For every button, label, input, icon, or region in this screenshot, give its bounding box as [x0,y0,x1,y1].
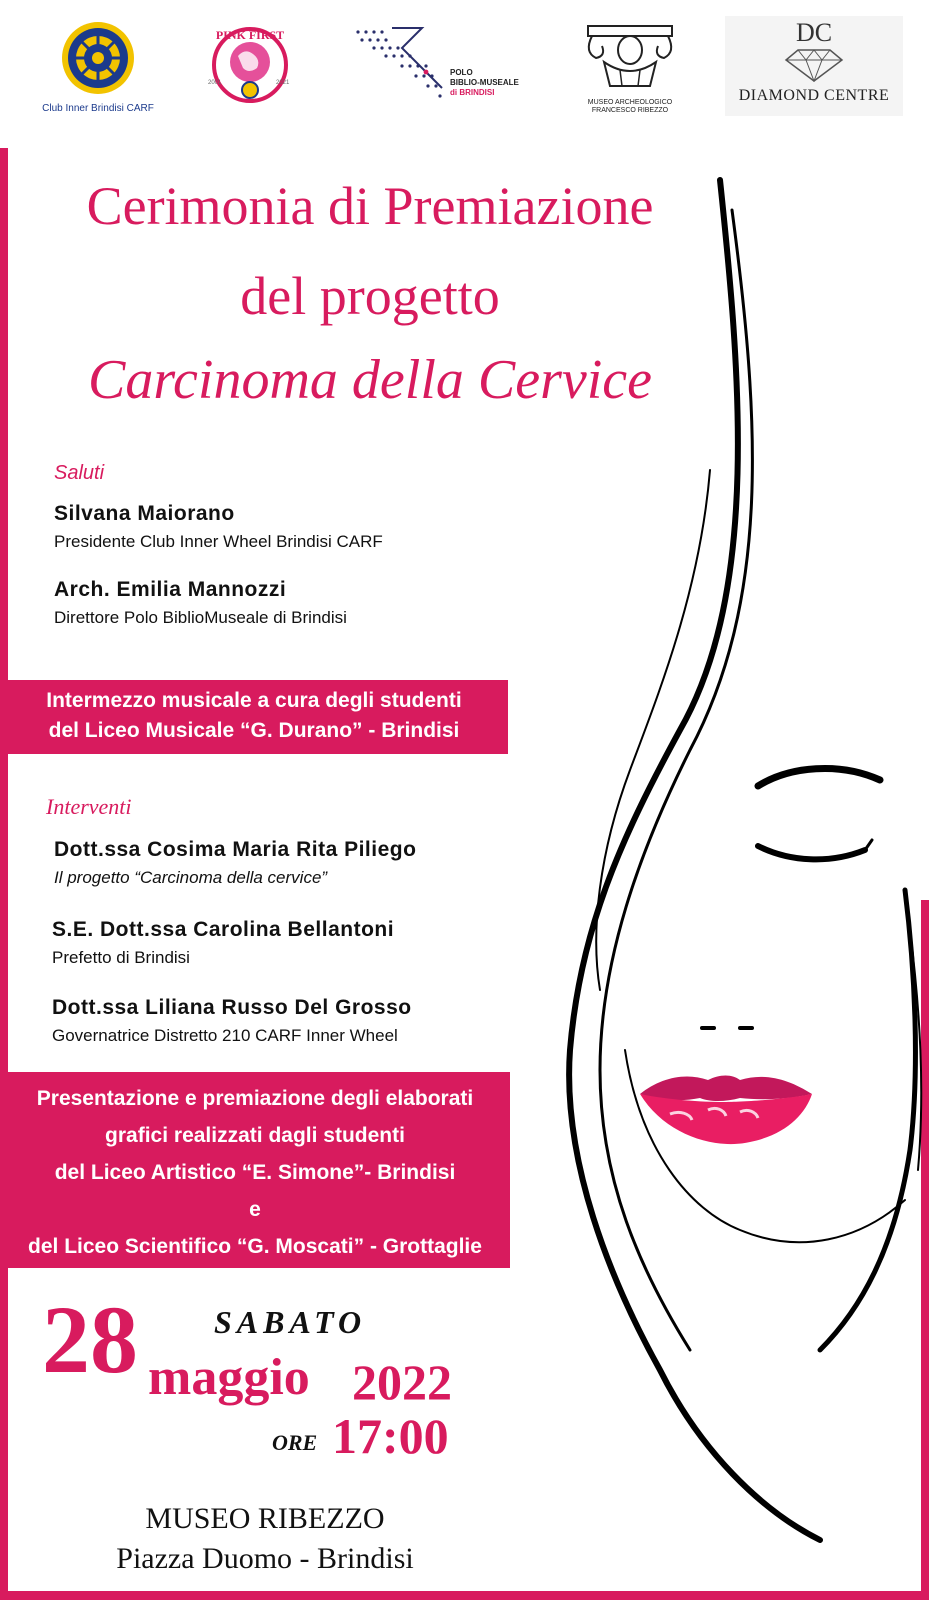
interventi-person-1 [54,838,416,888]
diamond-monogram: DC [795,18,833,47]
saluti-person-1-role: Presidente Club Inner Wheel Brindisi CARF [54,532,383,551]
pink-first-label: PINK FIRST [215,28,285,42]
pink-first-year-end: 2021 [276,80,290,86]
event-time-label: ORE [272,1430,318,1455]
polo-biblio-museale-logo [352,24,532,104]
interventi-person-3-role: Governatrice Distretto 210 CARF Inner Wheel [52,1026,398,1045]
title-line3: Carcinoma della Cervice [87,349,653,411]
title-line1: Cerimonia di Premiazione [86,176,654,236]
saluti-person-1 [54,502,383,552]
saluti-person-2-name: Arch. Emilia Mannozzi [54,578,287,601]
interventi-person-2-name: S.E. Dott.ssa Carolina Bellantoni [52,918,395,941]
inner-wheel-caption: Club Inner Brindisi CARF [42,103,154,114]
intermezzo-band [0,680,508,754]
presentazione-line1: Presentazione e premiazione degli elaborati [36,1087,474,1110]
polo-biblio-museale-logo-icon [352,24,462,104]
museo-logo [575,22,685,115]
interventi-person-1-name: Dott.ssa Cosima Maria Rita Piliego [54,838,417,861]
inner-wheel-logo [28,20,168,114]
diamond-icon [784,48,844,82]
museo-caption [575,99,685,115]
presentazione-line2: grafici realizzati dagli studenti [105,1124,405,1147]
intermezzo-line2: del Liceo Musicale “G. Durano” - Brindisi [48,719,460,742]
polo-caption-line1: POLO [450,68,473,77]
lips [640,1076,812,1145]
interventi-person-2 [52,918,394,968]
presentazione-line3: del Liceo Artistico “E. Simone”- Brindisi [54,1161,456,1184]
pink-first-year-start: 2001 [208,80,222,86]
inner-wheel-logo-icon [60,20,136,96]
museo-capital-logo-icon [580,22,680,94]
pink-first-logo [200,20,300,111]
saluti-person-2 [54,578,347,628]
presentazione-line5: del Liceo Scientifico “G. Moscati” - Grottaglie [28,1235,482,1258]
polo-caption-line3: di BRINDISI [450,88,495,97]
event-month: maggio [148,1349,310,1406]
saluti-label: Saluti [54,462,105,484]
event-weekday: SABATO [214,1304,367,1340]
intermezzo-line1: Intermezzo musicale a cura degli studenti [46,689,462,712]
museo-caption-line2: FRANCESCO RIBEZZO [591,107,669,114]
museo-caption-line1: MUSEO ARCHEOLOGICO [587,99,673,106]
saluti-person-1-name: Silvana Maiorano [54,502,235,525]
polo-caption [450,68,519,98]
diamond-centre-logo [725,16,903,116]
title-line2: del progetto [240,266,500,326]
presentazione-band [0,1072,510,1268]
polo-caption-line2: BIBLIO-MUSEALE [450,78,519,87]
presentazione-line4: e [249,1198,261,1221]
event-address: Piazza Duomo - Brindisi [116,1542,414,1575]
event-time: 17:00 [332,1408,449,1464]
interventi-person-1-role: Il progetto “Carcinoma della cervice” [54,868,328,887]
event-year: 2022 [352,1354,452,1410]
interventi-person-3 [52,996,412,1046]
diamond-name: DIAMOND CENTRE [738,87,890,104]
saluti-person-2-role: Direttore Polo BiblioMuseale di Brindisi [54,608,347,627]
event-venue: MUSEO RIBEZZO [145,1502,385,1535]
interventi-person-3-name: Dott.ssa Liliana Russo Del Grosso [52,996,412,1019]
event-day-number: 28 [42,1286,138,1393]
interventi-label: Interventi [46,794,132,819]
interventi-person-2-role: Prefetto di Brindisi [52,948,190,967]
